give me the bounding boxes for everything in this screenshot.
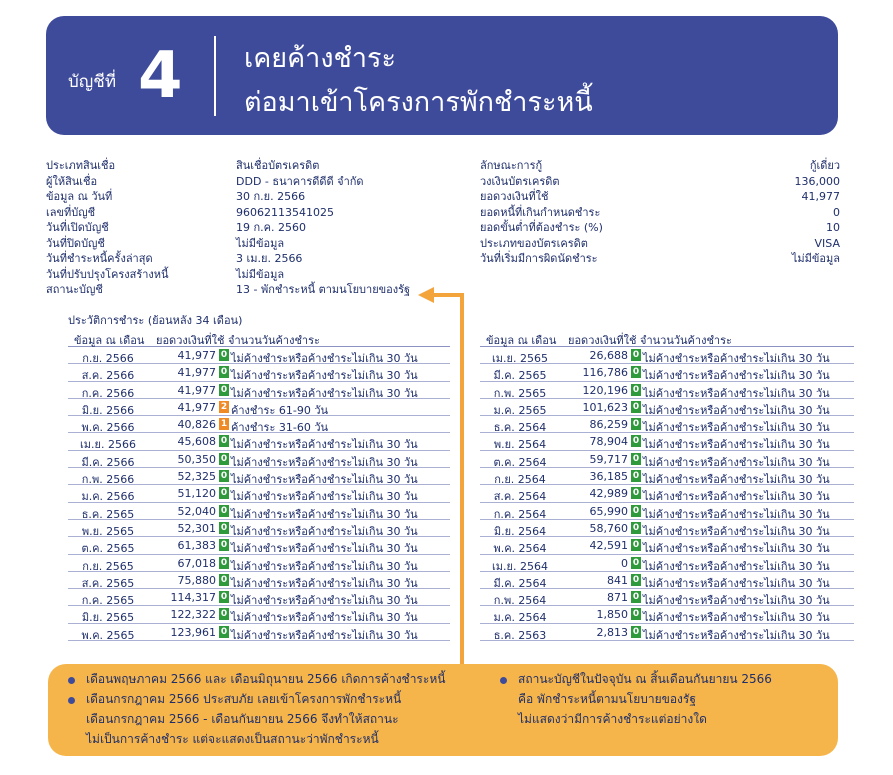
account-info-right [480, 158, 840, 267]
amount-cell: 61,383 [177, 539, 216, 553]
info-value: 30 ก.ย. 2566 [236, 190, 306, 203]
amount-cell: 52,325 [177, 470, 216, 484]
amount-cell: 116,786 [582, 366, 628, 380]
status-code-badge: 0 [632, 401, 640, 412]
info-row [46, 267, 446, 283]
amount-cell: 65,990 [589, 504, 628, 518]
status-code-badge: 0 [220, 505, 228, 516]
column-header: จำนวนวันค้างชำระ [640, 334, 732, 347]
table-row [68, 468, 450, 485]
amount-cell: 52,301 [177, 521, 216, 535]
status-text: ไม่ค้างชำระหรือค้างชำระไม่เกิน 30 วัน [231, 386, 418, 400]
month-cell: มิ.ย. 2564 [493, 524, 547, 538]
account-number: 4 [138, 39, 183, 113]
status-code-badge: 0 [220, 350, 228, 360]
history-table-right [480, 330, 854, 641]
status-code-badge: 0 [220, 609, 228, 620]
status-text: ไม่ค้างชำระหรือค้างชำระไม่เกิน 30 วัน [643, 490, 830, 504]
status-code-badge: 0 [632, 419, 640, 430]
info-value: DDD - ธนาคารดีดีดี จำกัด [236, 174, 364, 188]
info-label: ข้อมูล ณ วันที่ [46, 190, 113, 203]
status-text: ไม่ค้างชำระหรือค้างชำระไม่เกิน 30 วัน [231, 507, 418, 521]
info-label: วันที่ชำระหนี้ครั้งล่าสุด [46, 252, 153, 265]
status-code-badge: 0 [220, 626, 228, 637]
status-code-badge: 0 [632, 557, 640, 568]
column-header: ข้อมูล ณ เดือน [74, 334, 145, 347]
status-text: ไม่ค้างชำระหรือค้างชำระไม่เกิน 30 วัน [643, 628, 830, 642]
amount-cell: 42,989 [589, 487, 628, 501]
status-text: ไม่ค้างชำระหรือค้างชำระไม่เกิน 30 วัน [231, 455, 418, 469]
info-value: กู้เดี่ยว [809, 159, 840, 172]
month-cell: มิ.ย. 2566 [81, 403, 135, 417]
info-value: ไม่มีข้อมูล [236, 236, 285, 250]
month-cell: ก.ค. 2565 [81, 594, 135, 608]
status-text: ไม่ค้างชำระหรือค้างชำระไม่เกิน 30 วัน [643, 386, 830, 400]
month-cell: เม.ย. 2565 [492, 352, 548, 365]
table-row [480, 399, 854, 416]
info-value: ไม่มีข้อมูล [791, 252, 840, 265]
history-title: ประวัติการชำระ (ย้อนหลัง 34 เดือน) [68, 314, 243, 327]
amount-cell: 1,850 [596, 608, 628, 622]
info-label: ยอดขั้นต่ำที่ต้องชำระ (%) [480, 221, 603, 234]
month-cell: ต.ค. 2565 [81, 542, 135, 556]
info-label: วันที่ปิดบัญชี [46, 236, 105, 250]
month-cell: มี.ค. 2564 [493, 576, 547, 590]
info-value: 3 เม.ย. 2566 [236, 252, 303, 265]
month-cell: เม.ย. 2566 [80, 438, 136, 452]
info-row [46, 158, 446, 174]
header-banner [46, 16, 838, 135]
month-cell: ม.ค. 2566 [81, 490, 135, 504]
status-text: ไม่ค้างชำระหรือค้างชำระไม่เกิน 30 วัน [643, 421, 830, 435]
status-text: ไม่ค้างชำระหรือค้างชำระไม่เกิน 30 วัน [231, 524, 418, 538]
table-row [480, 451, 854, 468]
info-row [480, 205, 840, 221]
table-header [480, 330, 854, 347]
status-text: ไม่ค้างชำระหรือค้างชำระไม่เกิน 30 วัน [643, 611, 830, 625]
table-row [68, 451, 450, 468]
status-code-badge: 1 [220, 419, 228, 430]
table-row [480, 606, 854, 623]
info-value: ไม่มีข้อมูล [236, 267, 285, 281]
status-text: ไม่ค้างชำระหรือค้างชำระไม่เกิน 30 วัน [643, 524, 830, 538]
status-text: ไม่ค้างชำระหรือค้างชำระไม่เกิน 30 วัน [231, 594, 418, 608]
bullet-icon [68, 677, 75, 684]
month-cell: ธ.ค. 2564 [493, 421, 547, 435]
status-text: ไม่ค้างชำระหรือค้างชำระไม่เกิน 30 วัน [231, 438, 418, 452]
column-header: ยอดวงเงินที่ใช้ [156, 334, 225, 347]
status-text: ค้างชำระ 61-90 วัน [231, 403, 329, 417]
table-row [68, 555, 450, 572]
status-text: ไม่ค้างชำระหรือค้างชำระไม่เกิน 30 วัน [643, 542, 830, 556]
table-row [480, 468, 854, 485]
amount-cell: 841 [607, 573, 628, 587]
status-text: ไม่ค้างชำระหรือค้างชำระไม่เกิน 30 วัน [643, 352, 830, 365]
info-label: ประเภทของบัตรเครดิต [480, 236, 588, 250]
table-row [480, 589, 854, 606]
status-code-badge: 0 [632, 488, 640, 499]
amount-cell: 26,688 [589, 349, 628, 362]
status-text: ไม่ค้างชำระหรือค้างชำระไม่เกิน 30 วัน [643, 403, 830, 417]
column-header: ยอดวงเงินที่ใช้ [568, 334, 637, 347]
amount-cell: 101,623 [582, 400, 628, 414]
amount-cell: 114,317 [170, 591, 216, 605]
amount-cell: 45,608 [177, 435, 216, 449]
month-cell: ธ.ค. 2565 [81, 507, 135, 521]
month-cell: ก.ย. 2565 [82, 559, 134, 573]
status-code-badge: 0 [632, 350, 640, 360]
info-label: ประเภทสินเชื่อ [46, 159, 116, 172]
info-row [46, 282, 446, 298]
status-code-badge: 0 [220, 557, 228, 568]
amount-cell: 67,018 [177, 556, 216, 570]
amount-cell: 42,591 [589, 539, 628, 553]
amount-cell: 0 [621, 556, 628, 570]
month-cell: พ.ย. 2565 [81, 524, 135, 538]
note-right-line: คือ พักชำระหนี้ตามนโยบายของรัฐ [518, 692, 696, 706]
note-left-line: เดือนพฤษภาคม 2566 และ เดือนมิถุนายน 2566 เกิดการค้างชำระหนี้ [86, 672, 446, 686]
amount-cell: 52,040 [177, 504, 216, 518]
status-code-badge: 0 [220, 540, 228, 551]
month-cell: ต.ค. 2564 [493, 455, 547, 469]
status-text: ไม่ค้างชำระหรือค้างชำระไม่เกิน 30 วัน [643, 594, 830, 608]
info-row [46, 220, 446, 236]
info-label: เลขที่บัญชี [46, 205, 96, 219]
amount-cell: 41,977 [177, 383, 216, 397]
month-cell: พ.ค. 2565 [81, 628, 135, 642]
info-value: 41,977 [801, 190, 840, 203]
month-cell: มิ.ย. 2565 [81, 611, 135, 625]
month-cell: มี.ค. 2566 [81, 455, 135, 469]
info-row [46, 236, 446, 252]
table-row [68, 606, 450, 623]
amount-cell: 40,826 [177, 418, 216, 432]
month-cell: ก.ค. 2564 [493, 507, 547, 521]
info-label: วันที่เปิดบัญชี [46, 221, 109, 234]
note-left-line: เดือนกรกฎาคม 2566 ประสบภัย เลยเข้าโครงการพักชำระหนี้ [86, 692, 402, 706]
status-code-badge: 0 [220, 592, 228, 603]
status-code-badge: 0 [220, 367, 228, 378]
banner-title-line1: เคยค้างชำระ [244, 43, 397, 74]
status-text: ไม่ค้างชำระหรือค้างชำระไม่เกิน 30 วัน [231, 473, 418, 487]
history-table-left [68, 330, 450, 641]
status-text: ไม่ค้างชำระหรือค้างชำระไม่เกิน 30 วัน [231, 352, 418, 365]
table-row [68, 537, 450, 554]
status-text: ไม่ค้างชำระหรือค้างชำระไม่เกิน 30 วัน [643, 507, 830, 521]
amount-cell: 41,977 [177, 349, 216, 362]
table-row [68, 503, 450, 520]
info-label: วันที่ปรับปรุงโครงสร้างหนี้ [46, 267, 169, 281]
pointer-arrow-head-icon [418, 287, 434, 303]
status-code-badge: 0 [632, 592, 640, 603]
month-cell: เม.ย. 2564 [492, 559, 548, 573]
status-code-badge: 0 [220, 488, 228, 499]
status-text: ไม่ค้างชำระหรือค้างชำระไม่เกิน 30 วัน [231, 369, 418, 383]
status-code-badge: 0 [220, 436, 228, 447]
amount-cell: 122,322 [170, 608, 216, 622]
table-row [68, 520, 450, 537]
status-text: ไม่ค้างชำระหรือค้างชำระไม่เกิน 30 วัน [231, 611, 418, 625]
table-row [480, 520, 854, 537]
month-cell: ก.ย. 2566 [82, 352, 134, 365]
info-value: 10 [826, 221, 840, 234]
status-code-badge: 0 [632, 471, 640, 482]
status-code-badge: 0 [220, 574, 228, 585]
status-code-badge: 0 [220, 522, 228, 533]
bullet-icon [68, 697, 75, 704]
month-cell: ก.พ. 2566 [81, 473, 135, 487]
status-text: ไม่ค้างชำระหรือค้างชำระไม่เกิน 30 วัน [231, 490, 418, 504]
info-label: วันที่เริ่มมีการผิดนัดชำระ [480, 252, 598, 265]
table-row [68, 347, 450, 364]
status-text: ไม่ค้างชำระหรือค้างชำระไม่เกิน 30 วัน [231, 576, 418, 590]
amount-cell: 2,813 [596, 625, 628, 639]
status-code-badge: 0 [220, 384, 228, 395]
info-row [46, 251, 446, 267]
table-row [480, 416, 854, 433]
amount-cell: 86,259 [589, 418, 628, 432]
table-row [68, 485, 450, 502]
note-left-line: เดือนกรกฎาคม 2566 - เดือนกันยายน 2566 จึงทำให้สถานะ [86, 712, 399, 726]
banner-divider [214, 36, 216, 116]
amount-cell: 51,120 [177, 487, 216, 501]
info-row [46, 174, 446, 190]
account-label: บัญชีที่ [68, 72, 117, 92]
info-row [46, 189, 446, 205]
status-text: ไม่ค้างชำระหรือค้างชำระไม่เกิน 30 วัน [643, 576, 830, 590]
month-cell: ธ.ค. 2563 [493, 628, 547, 642]
status-text: ไม่ค้างชำระหรือค้างชำระไม่เกิน 30 วัน [643, 369, 830, 383]
status-text: ไม่ค้างชำระหรือค้างชำระไม่เกิน 30 วัน [231, 628, 418, 642]
month-cell: ส.ค. 2565 [81, 576, 135, 590]
info-row [480, 189, 840, 205]
column-header: จำนวนวันค้างชำระ [228, 334, 320, 347]
table-row [480, 537, 854, 554]
month-cell: พ.ย. 2564 [493, 438, 547, 452]
amount-cell: 78,904 [589, 435, 628, 449]
month-cell: ส.ค. 2564 [493, 490, 547, 504]
bullet-icon [500, 677, 507, 684]
info-row [480, 158, 840, 174]
note-right-line: สถานะบัญชีในปัจจุบัน ณ สิ้นเดือนกันยายน 2566 [518, 672, 772, 686]
info-value: 0 [833, 205, 840, 219]
month-cell: ม.ค. 2565 [493, 403, 547, 417]
table-row [480, 382, 854, 399]
info-row [46, 205, 446, 221]
month-cell: ก.ย. 2564 [494, 473, 546, 487]
note-right-line: ไม่แสดงว่ามีการค้างชำระแต่อย่างใด [518, 712, 707, 726]
table-row [68, 572, 450, 589]
amount-cell: 50,350 [177, 452, 216, 466]
table-row [480, 485, 854, 502]
table-row [480, 347, 854, 364]
amount-cell: 58,760 [589, 521, 628, 535]
status-text: ไม่ค้างชำระหรือค้างชำระไม่เกิน 30 วัน [643, 559, 830, 573]
table-row [68, 624, 450, 641]
status-code-badge: 0 [632, 626, 640, 637]
month-cell: ก.ค. 2566 [81, 386, 135, 400]
amount-cell: 120,196 [582, 383, 628, 397]
status-code-badge: 0 [632, 505, 640, 516]
status-code-badge: 0 [632, 384, 640, 395]
info-label: วงเงินบัตรเครดิต [480, 174, 560, 188]
status-text: ค้างชำระ 31-60 วัน [231, 421, 329, 435]
account-info-left [46, 158, 446, 298]
month-cell: พ.ค. 2566 [81, 421, 135, 435]
info-label: ลักษณะการกู้ [480, 159, 543, 172]
info-row [480, 220, 840, 236]
table-row [480, 433, 854, 450]
table-row [68, 416, 450, 433]
info-value: VISA [814, 236, 840, 250]
info-value: 13 - พักชำระหนี้ ตามนโยบายของรัฐ [236, 283, 411, 296]
info-label: ยอดวงเงินที่ใช้ [480, 190, 549, 203]
table-row [480, 572, 854, 589]
banner-title-line2: ต่อมาเข้าโครงการพักชำระหนี้ [244, 87, 593, 118]
info-value: 96062113541025 [236, 205, 334, 219]
amount-cell: 59,717 [589, 452, 628, 466]
status-code-badge: 0 [632, 453, 640, 464]
amount-cell: 75,880 [177, 573, 216, 587]
note-left-line: ไม่เป็นการค้างชำระ แต่จะแสดงเป็นสถานะว่าพักชำระหนี้ [86, 732, 379, 746]
status-code-badge: 0 [220, 471, 228, 482]
info-row [480, 251, 840, 267]
table-row [480, 503, 854, 520]
table-row [68, 433, 450, 450]
month-cell: ม.ค. 2564 [493, 611, 547, 625]
status-code-badge: 0 [632, 522, 640, 533]
explanation-note [48, 664, 838, 756]
info-value: สินเชื่อบัตรเครดิต [236, 159, 320, 172]
pointer-arrow-stem [460, 293, 464, 665]
table-row [68, 589, 450, 606]
table-row [480, 555, 854, 572]
month-cell: มี.ค. 2565 [493, 369, 547, 383]
status-code-badge: 0 [632, 574, 640, 585]
status-text: ไม่ค้างชำระหรือค้างชำระไม่เกิน 30 วัน [231, 542, 418, 556]
month-cell: ก.พ. 2564 [493, 594, 547, 608]
status-text: ไม่ค้างชำระหรือค้างชำระไม่เกิน 30 วัน [643, 455, 830, 469]
amount-cell: 41,977 [177, 400, 216, 414]
info-value: 19 ก.ค. 2560 [236, 221, 306, 234]
month-cell: พ.ค. 2564 [493, 542, 547, 556]
info-row [480, 174, 840, 190]
status-code-badge: 0 [220, 453, 228, 464]
info-label: ยอดหนี้ที่เกินกำหนดชำระ [480, 205, 601, 219]
status-code-badge: 0 [632, 609, 640, 620]
table-row [68, 382, 450, 399]
table-row [480, 364, 854, 381]
info-value: 136,000 [794, 174, 840, 188]
status-text: ไม่ค้างชำระหรือค้างชำระไม่เกิน 30 วัน [643, 473, 830, 487]
month-cell: ก.พ. 2565 [493, 386, 547, 400]
info-label: ผู้ให้สินเชื่อ [46, 174, 98, 188]
amount-cell: 36,185 [589, 470, 628, 484]
column-header: ข้อมูล ณ เดือน [486, 334, 557, 347]
amount-cell: 871 [607, 591, 628, 605]
table-row [68, 364, 450, 381]
status-code-badge: 0 [632, 436, 640, 447]
amount-cell: 123,961 [170, 625, 216, 639]
status-code-badge: 0 [632, 367, 640, 378]
status-text: ไม่ค้างชำระหรือค้างชำระไม่เกิน 30 วัน [643, 438, 830, 452]
info-row [480, 236, 840, 252]
status-code-badge: 2 [220, 401, 228, 412]
table-row [480, 624, 854, 641]
table-header [68, 330, 450, 347]
info-label: สถานะบัญชี [46, 283, 103, 296]
table-row [68, 399, 450, 416]
month-cell: ส.ค. 2566 [81, 369, 135, 383]
status-text: ไม่ค้างชำระหรือค้างชำระไม่เกิน 30 วัน [231, 559, 418, 573]
status-code-badge: 0 [632, 540, 640, 551]
amount-cell: 41,977 [177, 366, 216, 380]
